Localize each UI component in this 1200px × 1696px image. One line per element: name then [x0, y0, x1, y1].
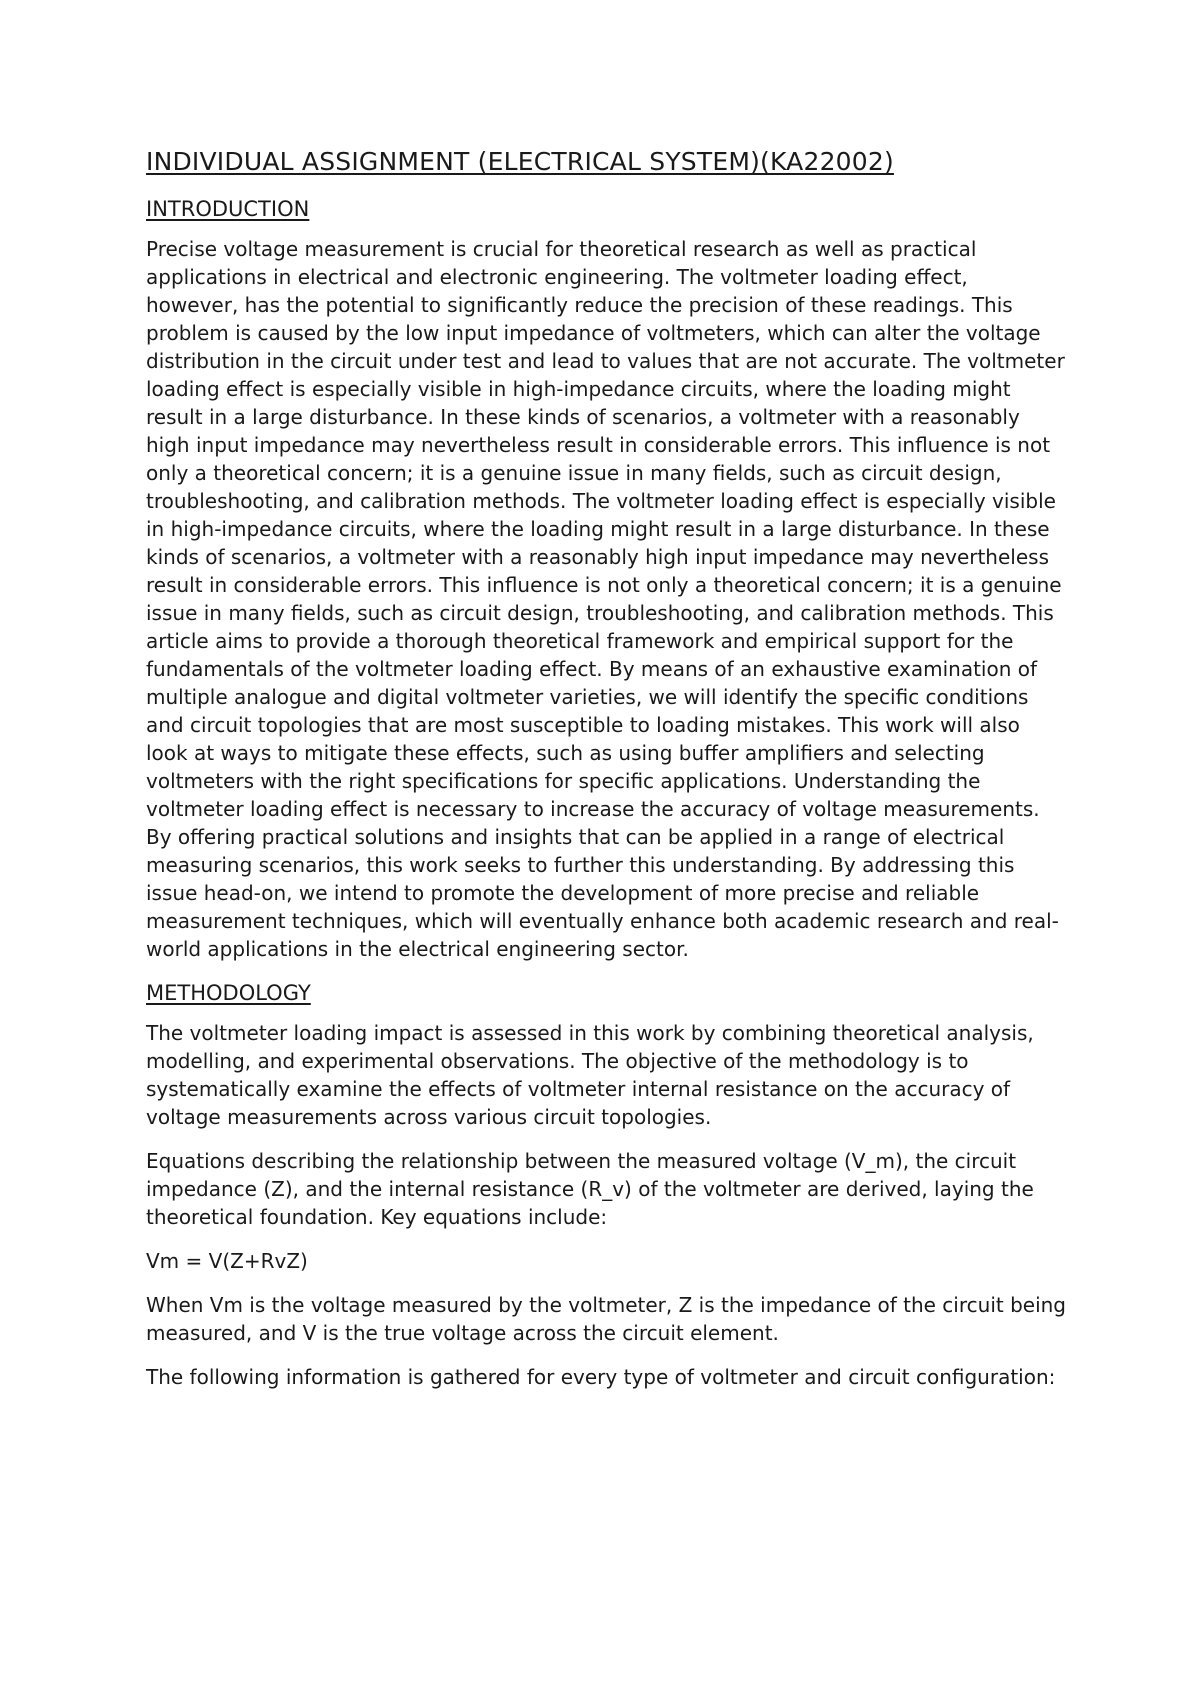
methodology-paragraph-3: When Vm is the voltage measured by the voltmeter, Z is the impedance of the circuit being measured, and V is the true voltage across the circuit element. [146, 1293, 1066, 1345]
methodology-heading: METHODOLOGY [146, 981, 311, 1005]
methodology-paragraph-2: Equations describing the relationship between the measured voltage (V_m), the circuit impedance (Z), and the internal resistance (R_v) of the voltmeter are derived, laying the theoretical foundation. Key equations include: [146, 1149, 1034, 1229]
document-body [146, 145, 1066, 1407]
introduction-heading: INTRODUCTION [146, 197, 310, 221]
methodology-paragraph-4: The following information is gathered for every type of voltmeter and circuit configuration: [146, 1365, 1056, 1389]
methodology-paragraph-1: The voltmeter loading impact is assessed in this work by combining theoretical analysis, modelling, and experimental observations. The objective of the methodology is to systematically examine the effects of voltmeter internal resistance on the accuracy of voltage measurements across various circuit topologies. [146, 1021, 1034, 1129]
document-title: INDIVIDUAL ASSIGNMENT (ELECTRICAL SYSTEM)(KA22002) [146, 147, 894, 176]
introduction-paragraph: Precise voltage measurement is crucial for theoretical research as well as practical applications in electrical and electronic engineering. The voltmeter loading effect, however, has the potential to significantly reduce the precision of these readings. This problem is caused by the low input impedance of voltmeters, which can alter the voltage distribution in the circuit under test and lead to values that are not accurate. The voltmeter loading effect is especially visible in high-impedance circuits, where the loading might result in a large disturbance. In these kinds of scenarios, a voltmeter with a reasonably high input impedance may nevertheless result in considerable errors. This influence is not only a theoretical concern; it is a genuine issue in many fields, such as circuit design, troubleshooting, and calibration methods. The voltmeter loading effect is especially visible in high-impedance circuits, where the loading might result in a large disturbance. In these kinds of scenarios, a voltmeter with a reasonably high input impedance may nevertheless result in considerable errors. This influence is not only a theoretical concern; it is a genuine issue in many fields, such as circuit design, troubleshooting, and calibration methods. This article aims to provide a thorough theoretical framework and empirical support for the fundamentals of the voltmeter loading effect. By means of an exhaustive examination of multiple analogue and digital voltmeter varieties, we will identify the specific conditions and circuit topologies that are most susceptible to loading mistakes. This work will also look at ways to mitigate these effects, such as using buffer amplifiers and selecting voltmeters with the right specifications for specific applications. Understanding the voltmeter loading effect is necessary to increase the accuracy of voltage measurements. By offering practical solutions and insights that can be applied in a range of electrical measuring scenarios, this work seeks to further this understanding. By addressing this issue head-on, we intend to promote the development of more precise and reliable measurement techniques, which will eventually enhance both academic research and real-world applications in the electrical engineering sector. [146, 237, 1065, 961]
voltage-equation: Vm = V(Z+RvZ) [146, 1249, 308, 1273]
